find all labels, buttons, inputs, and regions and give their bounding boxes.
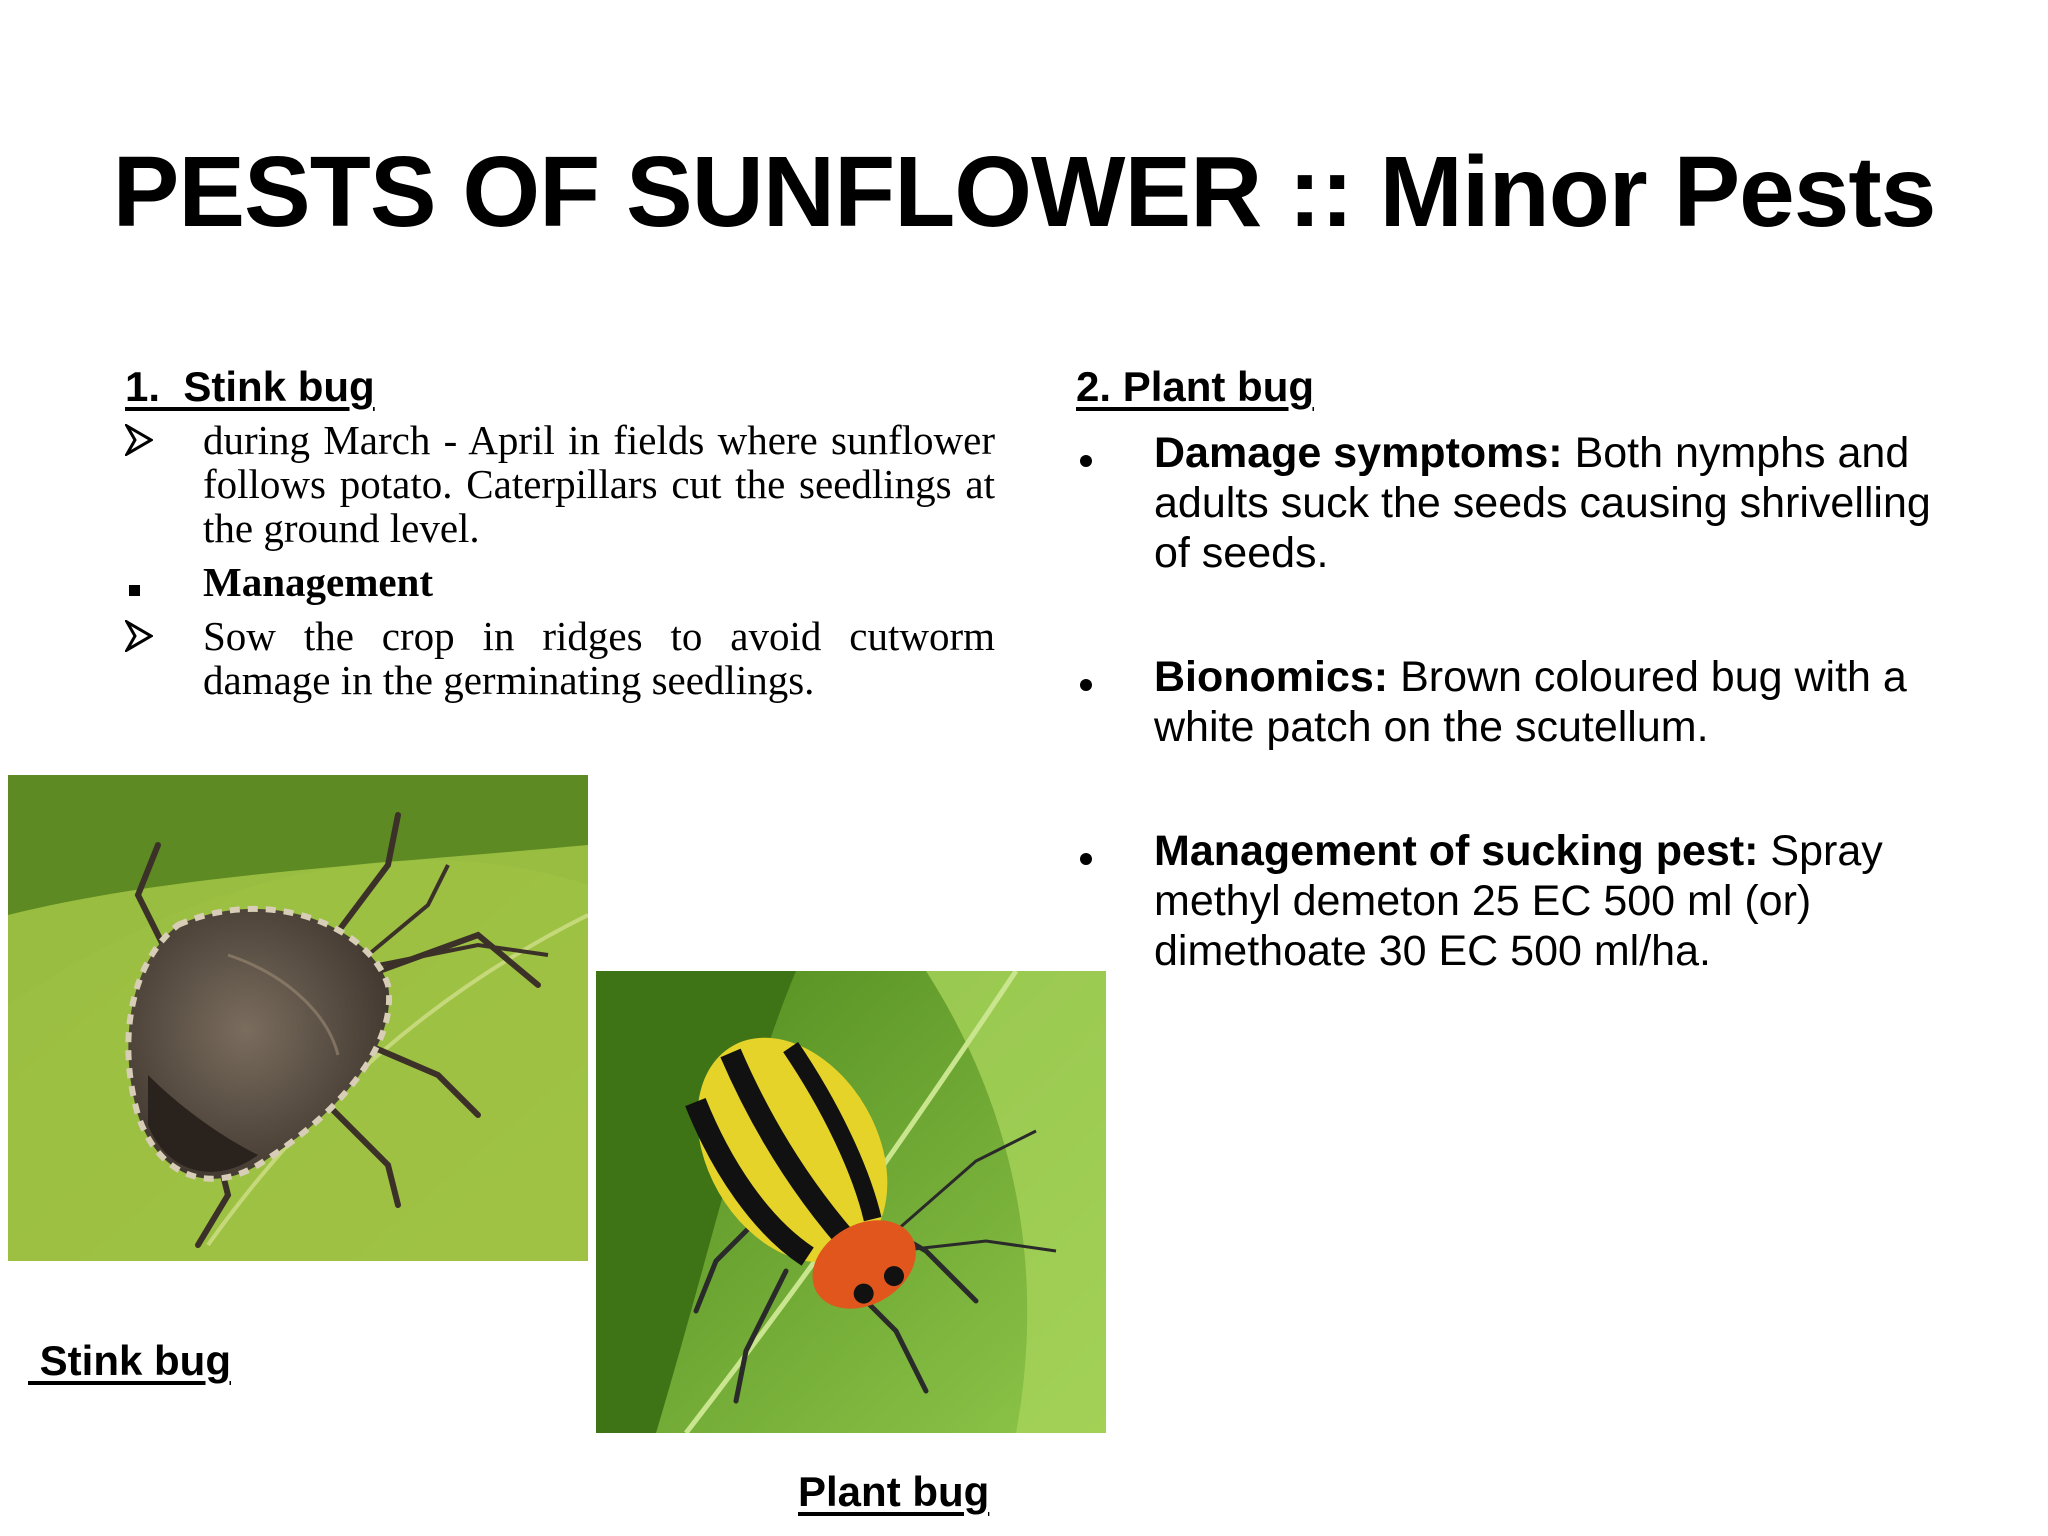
item-text: Brown coloured bug with a white patch on the scutellum. (1154, 653, 1907, 751)
plant-bug-photo (596, 971, 1106, 1433)
list-item (1076, 428, 1946, 578)
list-item (1076, 652, 1946, 752)
list-item (125, 418, 995, 550)
item-text: Both nymphs and adults suck the seeds causing shrivelling of seeds. (1154, 429, 1931, 577)
plant-bug-section (1076, 362, 1946, 1050)
item-text: Spray methyl demeton 25 EC 500 ml (or) dimethoate 30 EC 500 ml/ha. (1154, 827, 1883, 975)
stink-bug-caption: Stink bug (28, 1337, 231, 1384)
stink-bug-heading: 1. Stink bug (125, 363, 375, 410)
stink-bug-photo (8, 775, 588, 1261)
item-label: Bionomics: (1154, 653, 1389, 701)
plant-bug-caption: Plant bug (798, 1468, 990, 1515)
arrow-bullet-icon (125, 614, 165, 660)
square-bullet-icon (125, 560, 165, 604)
plant-bug-heading: 2. Plant bug (1076, 363, 1315, 410)
list-item-text: Management (203, 559, 434, 605)
stink-bug-list (125, 418, 995, 702)
item-label: Damage symptoms: (1154, 429, 1563, 477)
bullet-icon (1076, 826, 1116, 876)
plant-bug-list (1076, 428, 1946, 976)
list-item (125, 614, 995, 702)
bullet-icon (1076, 428, 1116, 478)
stink-bug-section (125, 362, 995, 712)
list-item-text: during March - April in fields where sunflower follows potato. Caterpillars cut the seedlings at the ground level. (203, 417, 995, 551)
list-item-text: Sow the crop in ridges to avoid cutworm damage in the germinating seedlings. (203, 613, 995, 703)
slide-title: PESTS OF SUNFLOWER :: Minor Pests (112, 136, 1936, 248)
arrow-bullet-icon (125, 418, 165, 464)
list-item (1076, 826, 1946, 976)
bullet-icon (1076, 652, 1116, 702)
item-label: Management of sucking pest: (1154, 827, 1759, 875)
list-item (125, 560, 995, 604)
